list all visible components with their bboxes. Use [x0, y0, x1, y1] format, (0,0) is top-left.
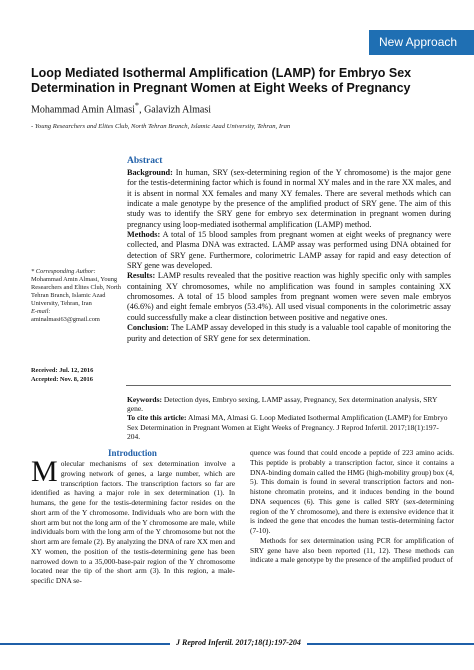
keywords-text: Detection dyes, Embryo sexing, LAMP assay, Pregnancy, Sex determination analysis, SRY gene.: [127, 395, 438, 414]
corresponding-label: * Corresponding Author:: [31, 268, 96, 275]
email-address[interactable]: aminalmasi63@gmail.com: [31, 316, 100, 323]
affiliation: - Young Researchers and Elites Club, North Tehran Branch, Islamic Azad University, Tehran, Iran: [31, 123, 291, 130]
author-secondary: , Galavizh Almasi: [139, 104, 211, 116]
article-type-badge: New Approach: [369, 30, 474, 55]
citation: [127, 413, 451, 441]
citation-text: Almasi MA, Almasi G. Loop Mediated Isothermal Amplification (LAMP) for Embryo Sex Determination in Pregnant Women at Eight Weeks of Pregnancy. J Reprod Infertil. 2017;18(1):197-204.: [127, 413, 448, 441]
author-line: [31, 101, 211, 115]
intro-paragraph-2: quence was found that could encode a peptide of 223 amino acids. This peptide is probably a transcription factor, since it contains a DNA-binding domain called the HMG (high-mobility group) box (4, 5). This domain is found in several transcription factors and non-histone chromatin proteins, and it induces bending in the bound DNA sequences (6). This gene is called SRY (sex-determining region of the Y chromosome), and there is extensive evidence that it is indeed the gene that encodes the human testis-determining factor (7-10).: [250, 448, 454, 535]
conclusion-label: Conclusion:: [127, 323, 169, 333]
intro-paragraph-1: olecular mechanisms of sex determination involve a growing network of genes, a large number, which are transcription factors. The transcription factors so far are identified as having a major role in sex determination (1). In humans, the gene for the testis-determining factor resides on the short arm of the Y chromosome. Individuals who are born with the short arm but not the long arm of the Y chromosome are male, while individuals born with the long arm of the Y chromosome but not the short arm are female (2). By analyzing the DNA of rare XX men and XY women, the position of the testis-determining gene has been narrowed down to a 35,000-base-pair region of the Y chromosome located near the tip of the short arm (3). In this region, a male-specific DNA se-: [31, 459, 235, 585]
abstract-heading: Abstract: [127, 156, 163, 166]
abstract-background: [127, 168, 451, 230]
conclusion-text: The LAMP assay developed in this study is a valuable tool capable of monitoring the purity and detection of SRY gene for sex determination.: [127, 323, 451, 343]
introduction-heading: Introduction: [108, 448, 157, 458]
author-primary: Mohammad Amin Almasi: [31, 104, 135, 116]
keywords: [127, 395, 451, 413]
citation-label: To cite this article:: [127, 413, 187, 423]
keywords-section: [127, 395, 451, 441]
results-label: Results:: [127, 271, 156, 281]
received-date: Received: Jul. 12, 2016: [31, 367, 94, 374]
footer-citation: J Reprod Infertil. 2017;18(1):197-204: [170, 638, 307, 647]
methods-text: A total of 15 blood samples from pregnant women at eight weeks of pregnancy were collected, and Plasma DNA was extracted. LAMP assay was performed using DNA obtained for detection of SRY gene. Furthermore, colorimetric LAMP assay for rapid and easy detection of SRY gene was developed.: [127, 230, 451, 271]
drop-cap: M: [31, 455, 58, 488]
abstract-methods: [127, 230, 451, 271]
abstract-results: [127, 271, 451, 323]
body-column-right: [250, 448, 454, 565]
background-text: In human, SRY (sex-determining region of the Y chromosome) is the major gene for the testis-determining factor which is found in normal XY males and in the rare XX males, and it is absent in normal XX females and many XY females. There are several methods which can indicate a male genotype by the presence of the amplified product of SRY gene. The aim of this study was to identify the SRY gene for embryo sex determination in pregnant women during pregnancy using loop-mediated isothermal amplification (LAMP) method.: [127, 168, 451, 229]
background-label: Background:: [127, 168, 173, 177]
corresponding-address: Mohammad Amin Almasi, Young Researchers and Elites Club, North Tehran Branch, Islamic Azad University, Tehran, Iran: [31, 276, 121, 307]
article-title: Loop Mediated Isothermal Amplification (LAMP) for Embryo Sex Determination in Pregnant Women at Eight Weeks of Pregnancy: [31, 66, 412, 95]
accepted-date: Accepted: Nov. 8, 2016: [31, 375, 93, 383]
methods-label: Methods:: [127, 230, 161, 240]
corresponding-mark: *: [134, 101, 140, 110]
article-dates: [31, 367, 126, 384]
email-label: E-mail:: [31, 308, 51, 315]
abstract-conclusion: [127, 323, 451, 344]
corresponding-author-box: [31, 268, 123, 324]
keywords-label: Keywords:: [127, 395, 162, 404]
body-column-left: [31, 455, 235, 586]
abstract-body: [127, 168, 451, 344]
results-text: LAMP results revealed that the positive reaction was highly specific only with samples containing XY chromosomes, while no amplification was found in samples containing XX chromosomes. A total of 15 blood samples from pregnant women were seven male embryos (46.6%) and eight female embryos (53.4%). All used visual components in the colorimetric assay could successfully make a clear distinction between positive and negative ones.: [127, 271, 451, 322]
intro-paragraph-3: Methods for sex determination using PCR for amplification of SRY gene have also been reported (11, 12). These methods can indicate a male genotype by the presence of the amplified product of: [250, 535, 454, 565]
